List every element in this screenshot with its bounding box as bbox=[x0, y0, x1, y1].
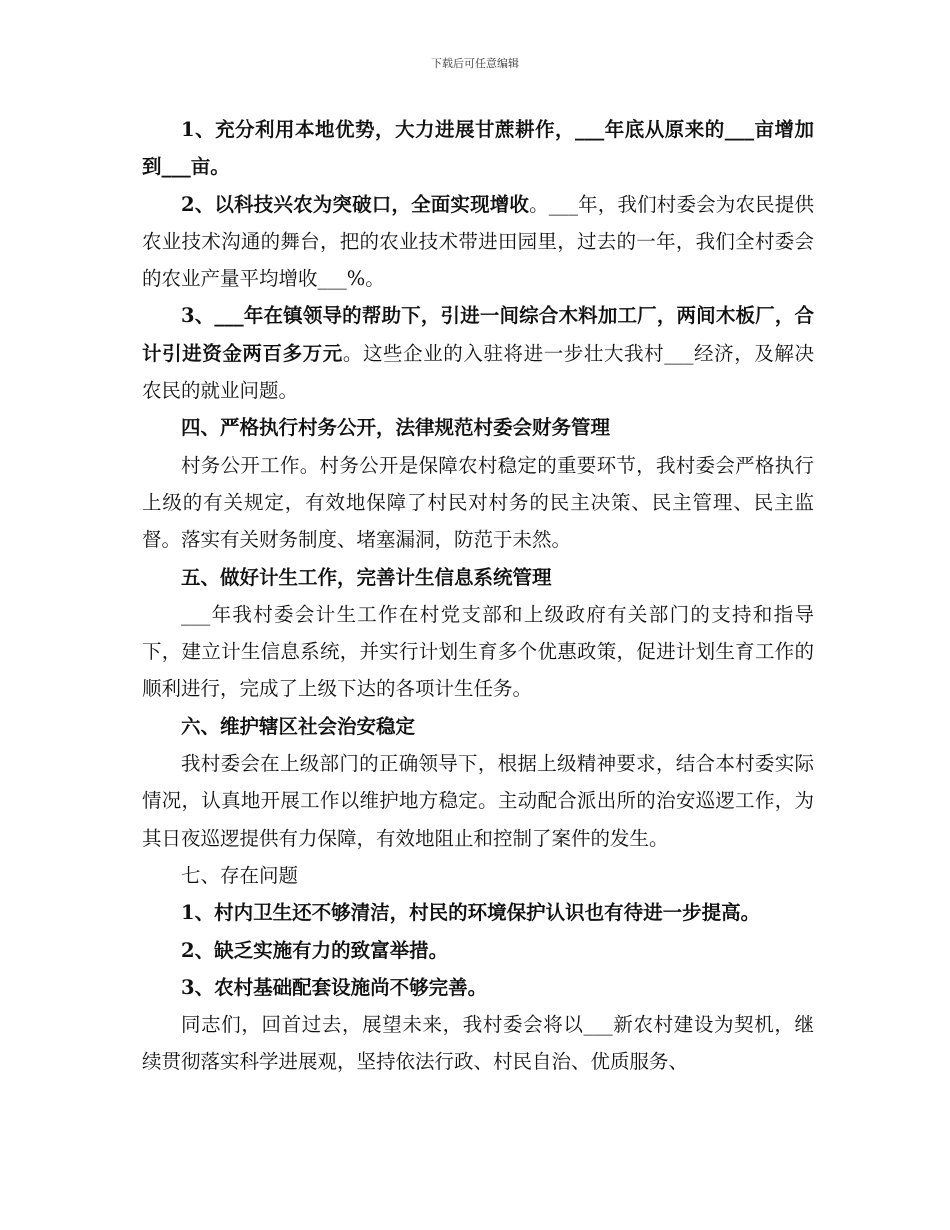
page-header: 下载后可任意编辑 bbox=[431, 57, 519, 70]
section-heading-text: 五、做好计生工作，完善计生信息系统管理 bbox=[181, 565, 552, 589]
problem-item-3 bbox=[142, 969, 814, 1006]
paragraph-bold-text: 1、村内卫生还不够清洁，村民的环境保护认识也有待进一步提高。 bbox=[181, 901, 761, 925]
paragraph-text: ___年我村委会计生工作在村党支部和上级政府有关部门的支持和指导下，建立计生信息系统，并实行计划生育多个优惠政策，促进计划生育工作的顺利进行，完成了上级下达的各项计生任务。 bbox=[142, 602, 814, 701]
section-heading-5 bbox=[142, 559, 814, 596]
paragraph-bold-text: 2、缺乏实施有力的致富举措。 bbox=[181, 938, 449, 962]
paragraph-technology bbox=[142, 186, 814, 298]
section-heading-text: 四、严格执行村务公开，法律规范村委会财务管理 bbox=[181, 416, 611, 440]
paragraph-text: 。___年，我们村委会为农民提供农业技术沟通的舞台，把的农业技术带进田园里，过去的一年，我们全村委会的农业产量平均增收___%。 bbox=[142, 192, 814, 291]
paragraph-village-affairs bbox=[142, 447, 814, 559]
paragraph-sugarcane bbox=[142, 111, 814, 186]
document-body bbox=[142, 111, 814, 1081]
paragraph-text: 村务公开工作。村务公开是保障农村稳定的重要环节，我村委会严格执行上级的有关规定，有效地保障了村民对村务的民主决策、民主管理、民主监督。落实有关财务制度、堵塞漏洞，防范于未然。 bbox=[142, 453, 814, 552]
section-heading-6 bbox=[142, 708, 814, 745]
section-heading-4 bbox=[142, 409, 814, 446]
paragraph-text: 同志们，回首过去，展望未来，我村委会将以___新农村建设为契机，继续贯彻落实科学进展观，坚持依法行政、村民自治、优质服务、 bbox=[142, 1013, 814, 1074]
paragraph-text: 。这些企业的入驻将进一步壮大我村___经济，及解决农民的就业问题。 bbox=[142, 341, 814, 403]
problem-item-1 bbox=[142, 894, 814, 931]
section-heading-text: 六、维护辖区社会治安稳定 bbox=[181, 714, 416, 738]
paragraph-factories bbox=[142, 297, 814, 409]
paragraph-bold-text: 2、以科技兴农为突破口，全面实现增收 bbox=[181, 192, 530, 216]
paragraph-family-planning bbox=[142, 596, 814, 708]
section-heading-text: 七、存在问题 bbox=[181, 863, 299, 887]
paragraph-conclusion bbox=[142, 1006, 814, 1081]
paragraph-public-security bbox=[142, 745, 814, 857]
paragraph-bold-text: 1、充分利用本地优势，大力进展甘蔗耕作，___年底从原来的___亩增加到___亩。 bbox=[142, 118, 814, 179]
problem-item-2 bbox=[142, 932, 814, 969]
paragraph-bold-text: 3、农村基础配套设施尚不够完善。 bbox=[181, 975, 488, 999]
section-heading-7 bbox=[142, 857, 814, 894]
paragraph-bold-text: 3、___年在镇领导的帮助下，引进一间综合木料加工厂，两间木板厂，合计引进资金两百多万元 bbox=[142, 304, 814, 365]
paragraph-text: 我村委会在上级部门的正确领导下，根据上级精神要求，结合本村委实际情况，认真地开展工作以维护地方稳定。主动配合派出所的治安巡逻工作，为其日夜巡逻提供有力保障，有效地阻止和控制了案件的发生。 bbox=[142, 752, 814, 850]
